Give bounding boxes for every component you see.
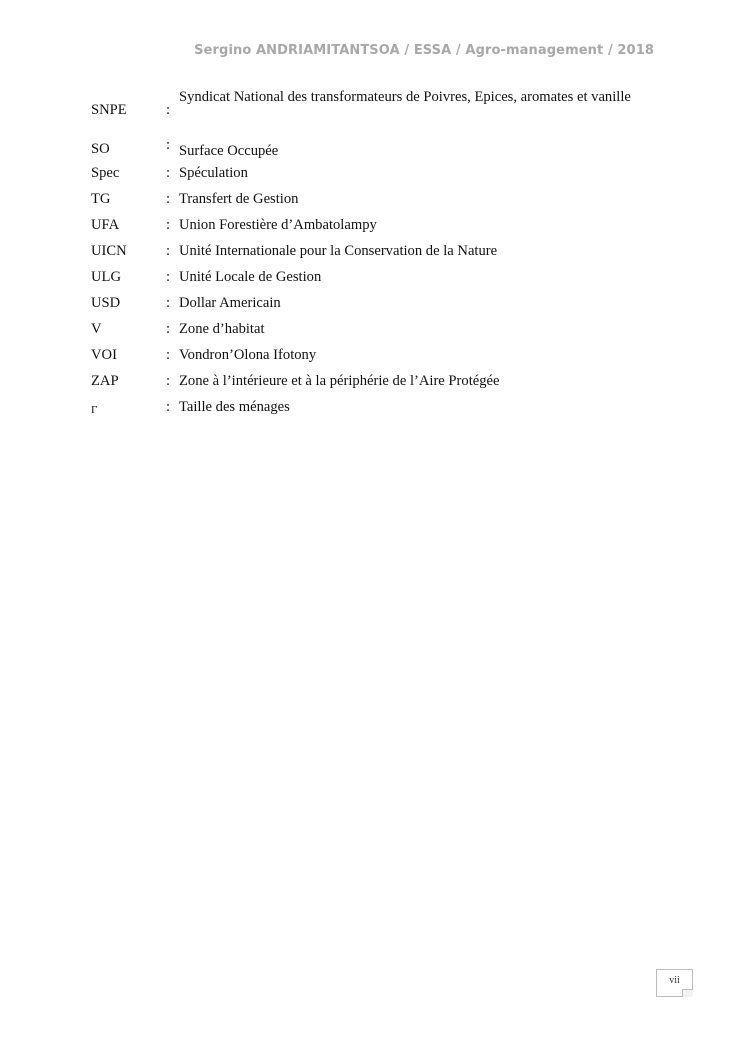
abbreviation-separator: : <box>166 165 171 181</box>
abbreviation-term: V <box>91 321 102 337</box>
abbreviation-term: UFA <box>91 217 120 233</box>
abbreviation-definition: Dollar Americain <box>179 295 281 311</box>
abbreviation-separator: : <box>166 347 171 363</box>
abbreviation-definition: Syndicat National des transformateurs de Poivres, Epices, aromates et vanille <box>179 89 631 105</box>
abbreviation-definition: Unité Internationale pour la Conservation de la Nature <box>179 243 498 259</box>
abbreviation-definition: Spéculation <box>179 165 248 181</box>
abbreviation-row <box>91 290 643 316</box>
abbreviation-separator: : <box>166 102 171 118</box>
abbreviation-term: USD <box>91 295 121 311</box>
abbreviation-definition: Unité Locale de Gestion <box>179 269 322 285</box>
abbreviation-row <box>91 212 643 238</box>
abbreviation-row <box>91 342 643 368</box>
abbreviation-definition: Transfert de Gestion <box>179 191 299 207</box>
abbreviation-row <box>91 186 643 212</box>
abbreviation-term: SO <box>91 141 110 157</box>
abbreviation-term: ZAP <box>91 373 119 389</box>
abbreviation-definition: Surface Occupée <box>179 143 279 159</box>
abbreviation-term: ULG <box>91 269 121 285</box>
abbreviation-list <box>91 84 643 420</box>
abbreviation-separator: : <box>166 321 171 337</box>
running-header: Sergino ANDRIAMITANTSOA / ESSA / Agro-management / 2018 <box>194 43 654 58</box>
abbreviation-separator: : <box>166 399 171 415</box>
abbreviation-row <box>91 136 643 160</box>
abbreviation-separator: : <box>166 373 171 389</box>
abbreviation-term: VOI <box>91 347 117 363</box>
abbreviation-separator: : <box>166 191 171 207</box>
abbreviation-separator: : <box>166 243 171 259</box>
abbreviation-term: UICN <box>91 243 127 259</box>
abbreviation-definition: Vondron’Olona Ifotony <box>179 347 317 363</box>
abbreviation-row <box>91 160 643 186</box>
abbreviation-row <box>91 368 643 394</box>
abbreviation-term: Spec <box>91 165 120 181</box>
abbreviation-row <box>91 84 643 136</box>
abbreviation-term: Γ <box>91 404 98 416</box>
abbreviation-definition: Union Forestière d’Ambatolampy <box>179 217 377 233</box>
page-number: vii <box>669 975 680 986</box>
abbreviation-separator: : <box>166 217 171 233</box>
abbreviation-term: TG <box>91 191 111 207</box>
abbreviation-separator: : <box>166 269 171 285</box>
abbreviation-row <box>91 316 643 342</box>
abbreviation-row <box>91 264 643 290</box>
page-corner-fold <box>682 989 693 997</box>
abbreviation-definition: Taille des ménages <box>179 399 290 415</box>
abbreviation-definition: Zone d’habitat <box>179 321 265 337</box>
abbreviation-separator: : <box>166 137 171 153</box>
abbreviation-separator: : <box>166 295 171 311</box>
abbreviation-row <box>91 238 643 264</box>
abbreviation-definition: Zone à l’intérieure et à la périphérie de l’Aire Protégée <box>179 373 500 389</box>
abbreviation-term: SNPE <box>91 102 127 118</box>
abbreviation-row <box>91 394 643 420</box>
